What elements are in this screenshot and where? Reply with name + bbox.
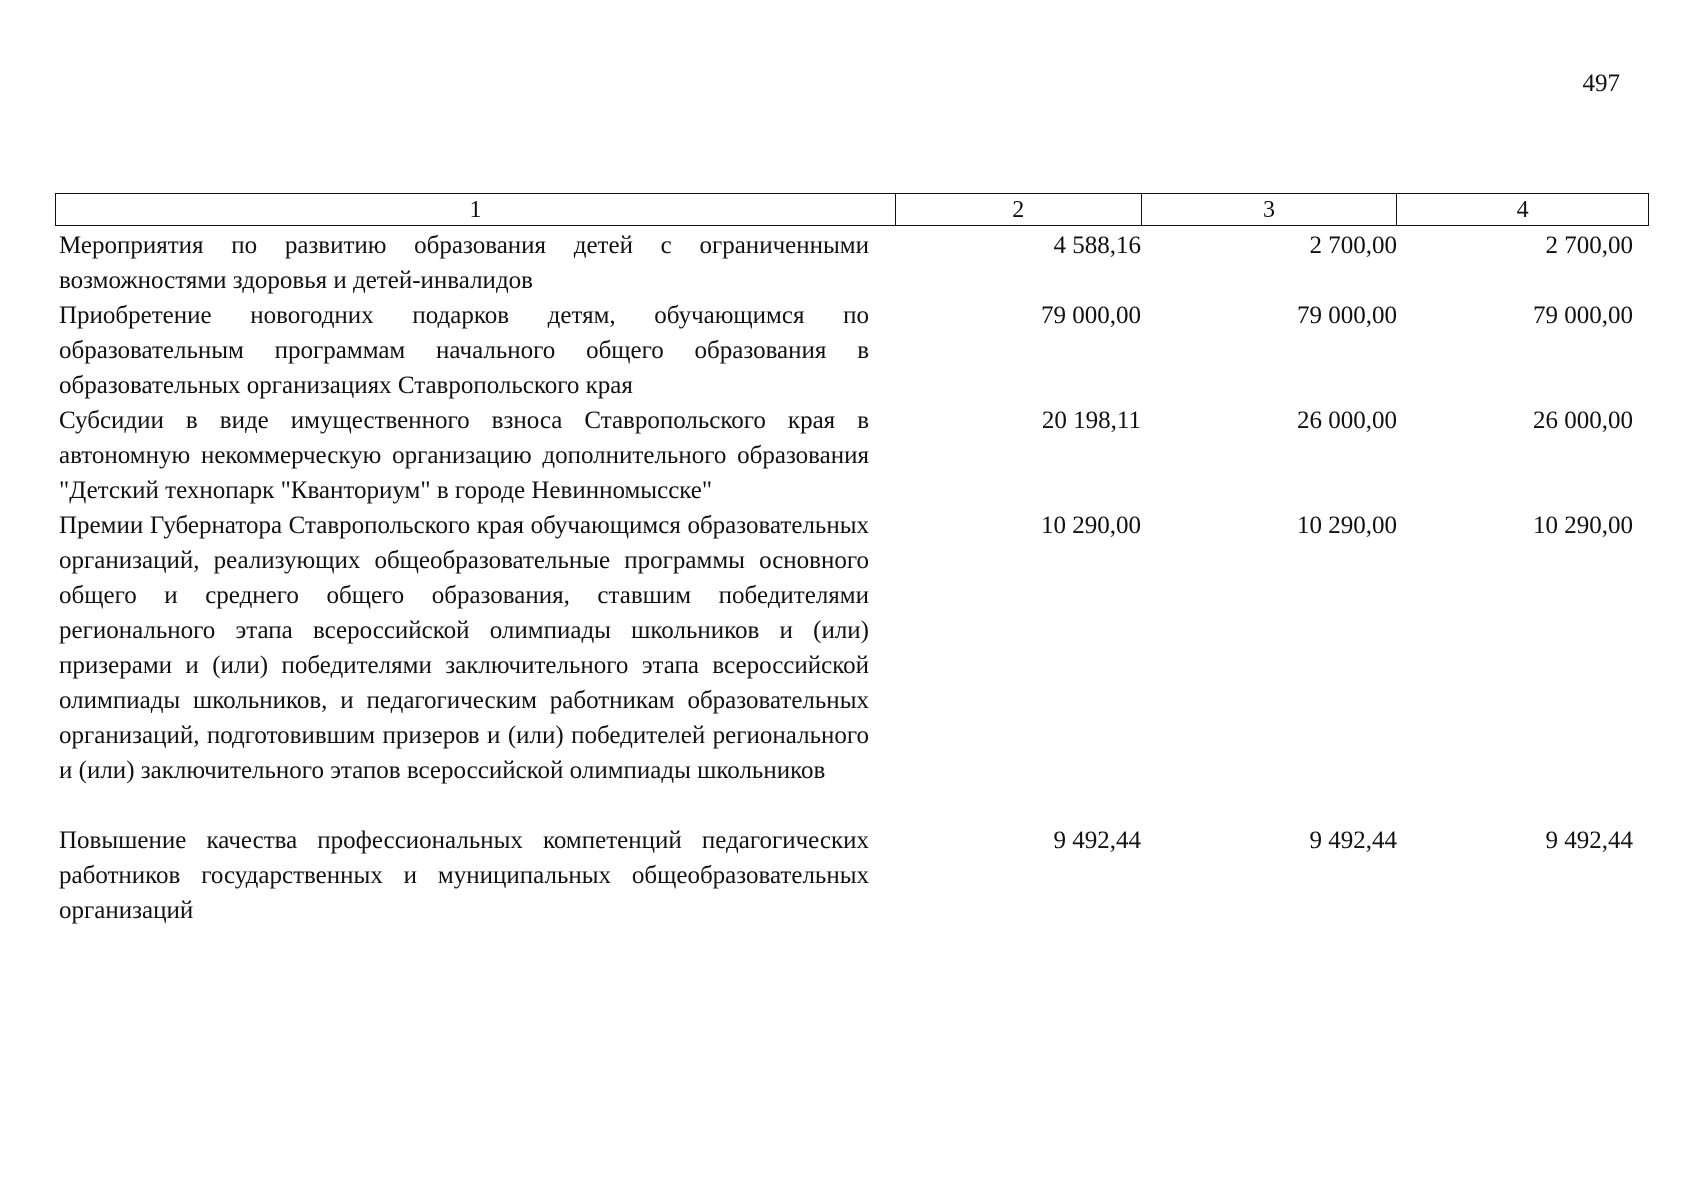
row-value-col3: 2 700,00 (1309, 232, 1397, 259)
row-description: Приобретение новогодних подарков детям, обучающимся по образовательным программам начального общего образования в образовательных организациях Ставропольского края (59, 302, 869, 399)
table-row (59, 298, 1649, 403)
row-value-col4: 26 000,00 (1533, 407, 1633, 434)
row-value-col4: 79 000,00 (1533, 302, 1633, 329)
header-cell-2: 2 (895, 194, 1141, 225)
row-spacer (59, 788, 1649, 823)
row-value-col4: 2 700,00 (1545, 232, 1633, 259)
table-row (59, 228, 1649, 298)
table-row (59, 403, 1649, 508)
row-description: Мероприятия по развитию образования детей с ограниченными возможностями здоровья и детей-инвалидов (59, 232, 869, 294)
row-description: Премии Губернатора Ставропольского края обучающимся образовательных организаций, реализующих общеобразовательные программы основного общего и среднего общего образования, ставшим победителями регионального этапа всероссийской олимпиады школьников и (или) призерами и (или) победителями заключительного этапа всероссийской олимпиады школьников, и педагогическим работникам образовательных организаций, подготовившим призеров и (или) победителей регионального и (или) заключительного этапов всероссийской олимпиады школьников (59, 512, 869, 784)
table-row (59, 823, 1649, 928)
row-value-col2: 79 000,00 (1041, 302, 1141, 329)
page-number: 497 (1582, 70, 1620, 97)
header-cell-4: 4 (1396, 194, 1648, 225)
row-value-col2: 9 492,44 (1053, 827, 1141, 854)
table-row (59, 508, 1649, 788)
row-value-col2: 4 588,16 (1053, 232, 1141, 259)
row-value-col2: 10 290,00 (1041, 512, 1141, 539)
header-cell-1: 1 (469, 197, 482, 223)
row-value-col2: 20 198,11 (1041, 407, 1141, 434)
table-header (55, 193, 1649, 226)
row-value-col4: 10 290,00 (1533, 512, 1633, 539)
row-value-col3: 10 290,00 (1297, 512, 1397, 539)
row-value-col3: 26 000,00 (1297, 407, 1397, 434)
row-description: Повышение качества профессиональных компетенций педагогических работников государственных и муниципальных общеобразовательных организаций (59, 827, 869, 924)
row-value-col3: 79 000,00 (1297, 302, 1397, 329)
row-value-col3: 9 492,44 (1309, 827, 1397, 854)
table-body (59, 228, 1649, 928)
header-cell-3: 3 (1141, 194, 1397, 225)
row-description: Субсидии в виде имущественного взноса Ставропольского края в автономную некоммерческую организацию дополнительного образования "Детский технопарк "Кванториум" в городе Невинномысске" (59, 407, 869, 504)
row-value-col4: 9 492,44 (1545, 827, 1633, 854)
